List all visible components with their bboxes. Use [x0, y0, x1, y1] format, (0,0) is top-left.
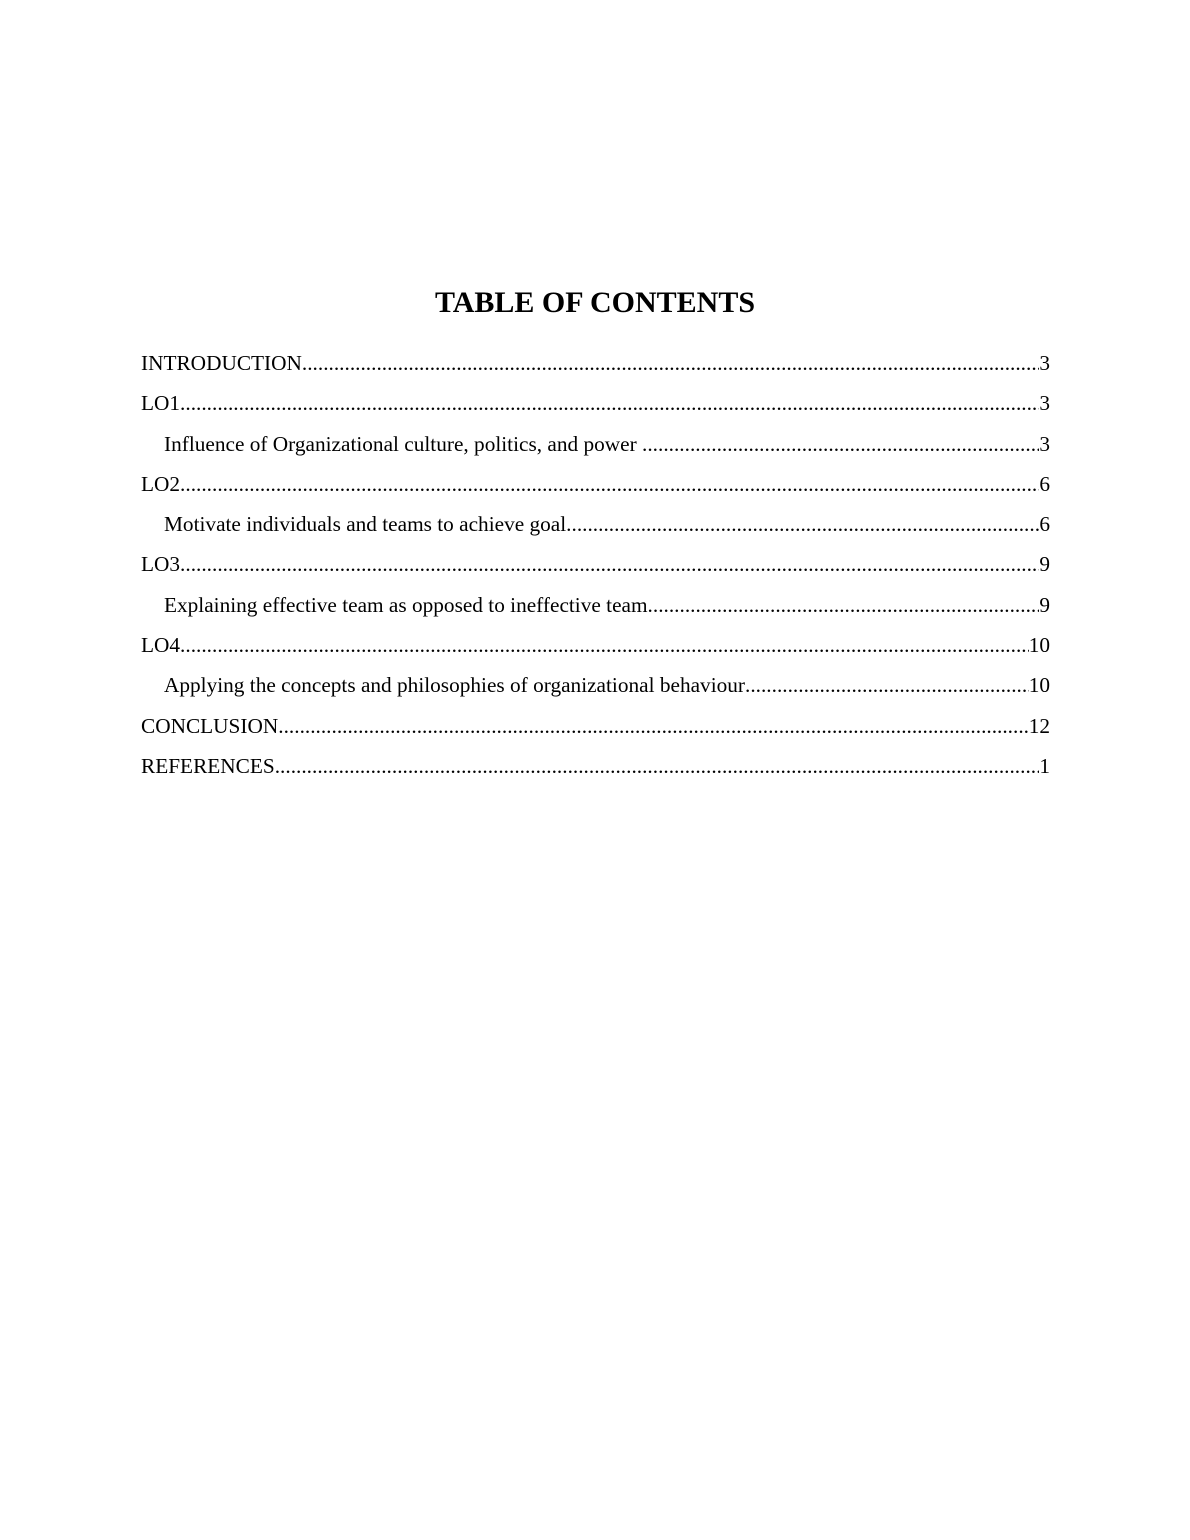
- toc-entry-lo1[interactable]: [141, 388, 1050, 428]
- toc-entry-label: CONCLUSION: [141, 713, 279, 738]
- toc-entry-lo3[interactable]: [141, 549, 1050, 589]
- toc-entry-page: 10: [1028, 673, 1050, 698]
- toc-entry-influence-of-organizational-culture[interactable]: [141, 429, 1050, 469]
- toc-dot-leader: [180, 469, 1039, 499]
- toc-entry-label: LO2: [141, 471, 181, 496]
- toc-entry-page: 1: [1039, 753, 1050, 778]
- toc-dot-leader: [180, 388, 1039, 418]
- toc-dot-leader: [180, 630, 1029, 660]
- toc-dot-leader: [648, 590, 1040, 620]
- toc-entry-references[interactable]: [141, 751, 1050, 791]
- toc-entry-label: LO3: [141, 552, 181, 577]
- toc-entry-page: 12: [1028, 713, 1050, 738]
- toc-entry-page: 6: [1039, 471, 1050, 496]
- toc-entry-label: Motivate individuals and teams to achieve goal: [164, 512, 567, 537]
- toc-entry-lo4[interactable]: [141, 630, 1050, 670]
- toc-entry-page: 3: [1039, 431, 1050, 456]
- toc-dot-leader: [642, 429, 1039, 459]
- toc-entry-label: LO1: [141, 391, 181, 416]
- toc-dot-leader: [566, 509, 1039, 539]
- toc-entry-label: REFERENCES: [141, 753, 275, 778]
- toc-entry-conclusion[interactable]: [141, 711, 1050, 751]
- toc-entry-label: Applying the concepts and philosophies of organizational behaviour: [164, 673, 745, 698]
- toc-entry-page: 3: [1039, 351, 1050, 375]
- toc-entry-introduction[interactable]: [141, 348, 1050, 388]
- toc-entry-label: INTRODUCTION: [141, 351, 302, 375]
- toc-entry-label: Explaining effective team as opposed to ineffective team: [164, 592, 648, 617]
- toc-entry-page: 9: [1039, 552, 1050, 577]
- toc-entry-label: LO4: [141, 633, 181, 658]
- toc-entry-lo2[interactable]: [141, 469, 1050, 509]
- toc-dot-leader: [745, 670, 1029, 700]
- toc-entry-page: 10: [1028, 633, 1050, 658]
- toc-dot-leader: [275, 751, 1040, 781]
- toc-dot-leader: [302, 348, 1039, 378]
- toc-entry-page: 3: [1039, 391, 1050, 416]
- toc-dot-leader: [180, 549, 1039, 579]
- toc-entry-label: Influence of Organizational culture, politics, and power: [164, 431, 643, 456]
- toc-entry-motivate-individuals[interactable]: [141, 509, 1050, 549]
- toc-entry-applying-concepts[interactable]: [141, 670, 1050, 710]
- toc-entry-page: 9: [1039, 592, 1050, 617]
- page-title: TABLE OF CONTENTS: [434, 286, 756, 319]
- toc-dot-leader: [278, 711, 1028, 741]
- toc-entry-explaining-effective-team[interactable]: [141, 590, 1050, 630]
- table-of-contents: [141, 348, 1050, 791]
- toc-entry-page: 6: [1039, 512, 1050, 537]
